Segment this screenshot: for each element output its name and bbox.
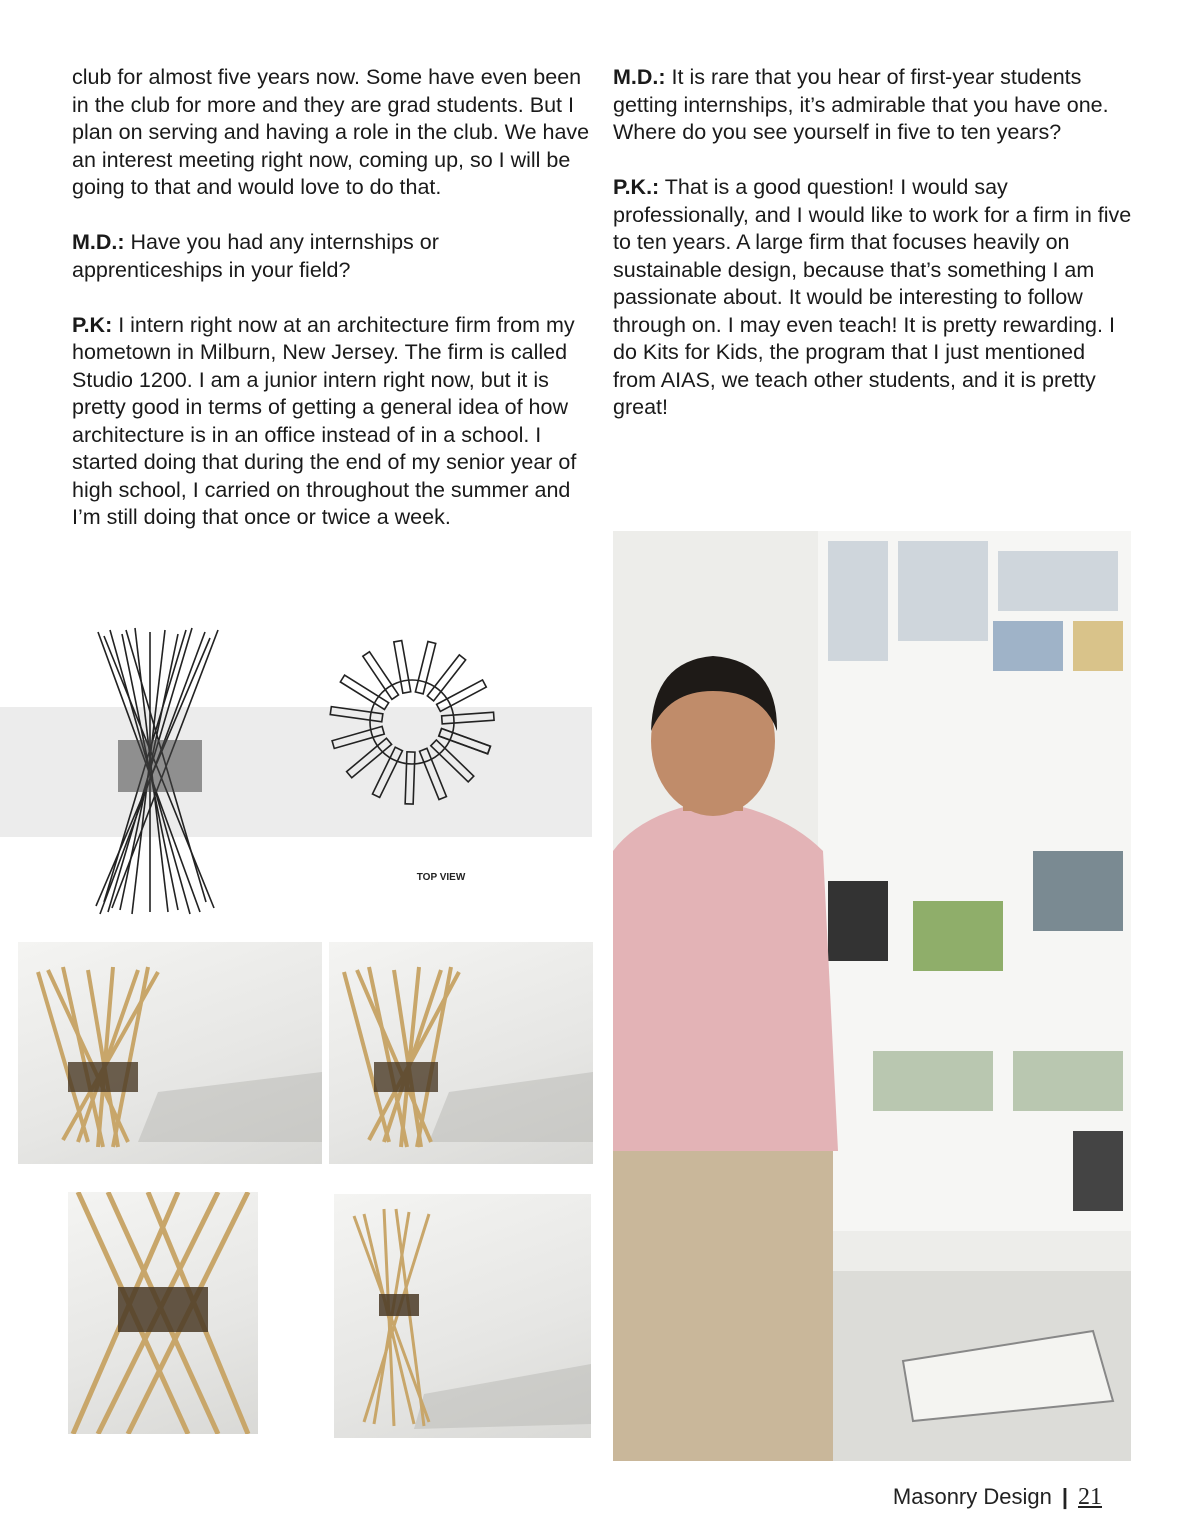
page-footer — [893, 1484, 1102, 1511]
model-sketch-figure — [0, 612, 592, 932]
khaki-pants — [613, 1131, 833, 1461]
speaker-pk: P.K.: — [613, 175, 660, 199]
question-internships — [72, 229, 592, 284]
answer-text: I intern right now at an architecture firm from my hometown in Milburn, New Jersey. The firm is called Studio 1200. I am a junior intern right now, but it is pretty good in terms of getting a general idea of how architecture is in an office instead of in a school. I started doing that during the end of my senior year of high school, I carried on throughout the summer and I’m still doing that once or twice a week. — [72, 312, 577, 529]
model-photo-1 — [18, 942, 322, 1164]
model-photo-1-art — [18, 942, 322, 1164]
answer-text: That is a good question! I would say professionally, and I would like to work for a firm in five to ten years. A large firm that focuses heavily on sustainable design, because that’s something I am passionate about. It would be interesting to follow through on. I may even teach! It is pretty rewarding. I do Kits for Kids, the program that I just mentioned from AIAS, we teach other students, and it is pretty great! — [613, 175, 1132, 419]
model-photo-3-art — [68, 1192, 258, 1434]
paragraph-continued: club for almost five years now. Some have even been in the club for more and they are grad students. But I plan on serving and having a role in the club. We have an interest meeting right now, coming up, so I will be going to that and would love to do that. — [72, 65, 590, 199]
footer-separator: | — [1061, 1484, 1068, 1509]
left-text-column — [72, 64, 592, 559]
model-photo-3 — [68, 1192, 258, 1434]
sketch-band — [0, 707, 592, 837]
publication-name: Masonry Design — [892, 1484, 1052, 1509]
model-photo-2 — [329, 942, 593, 1164]
model-photo-2-art — [329, 942, 593, 1164]
top-view-caption: TOP VIEW — [416, 872, 466, 883]
question-text: Have you had any internships or apprenticeships in your field? — [72, 230, 439, 282]
portrait-photo — [613, 531, 1131, 1461]
pink-shirt — [613, 801, 838, 1151]
sketch-drawing — [0, 612, 592, 932]
model-photo-4-art — [334, 1194, 591, 1438]
answer-future — [613, 174, 1133, 422]
speaker-md: M.D.: — [613, 65, 666, 89]
question-text: It is rare that you hear of first-year students getting internships, it’s admirable that you have one. Where do you see yourself in five to ten years? — [613, 65, 1109, 144]
speaker-md: M.D.: — [72, 230, 125, 254]
speaker-pk: P.K: — [72, 312, 113, 337]
page-number: 21 — [1078, 1484, 1102, 1510]
elevation-core — [118, 740, 202, 792]
answer-internships — [72, 312, 592, 532]
portrait-photo-art — [613, 531, 1131, 1461]
question-future — [613, 64, 1133, 147]
right-text-column — [613, 64, 1133, 449]
model-photo-4 — [334, 1194, 591, 1438]
